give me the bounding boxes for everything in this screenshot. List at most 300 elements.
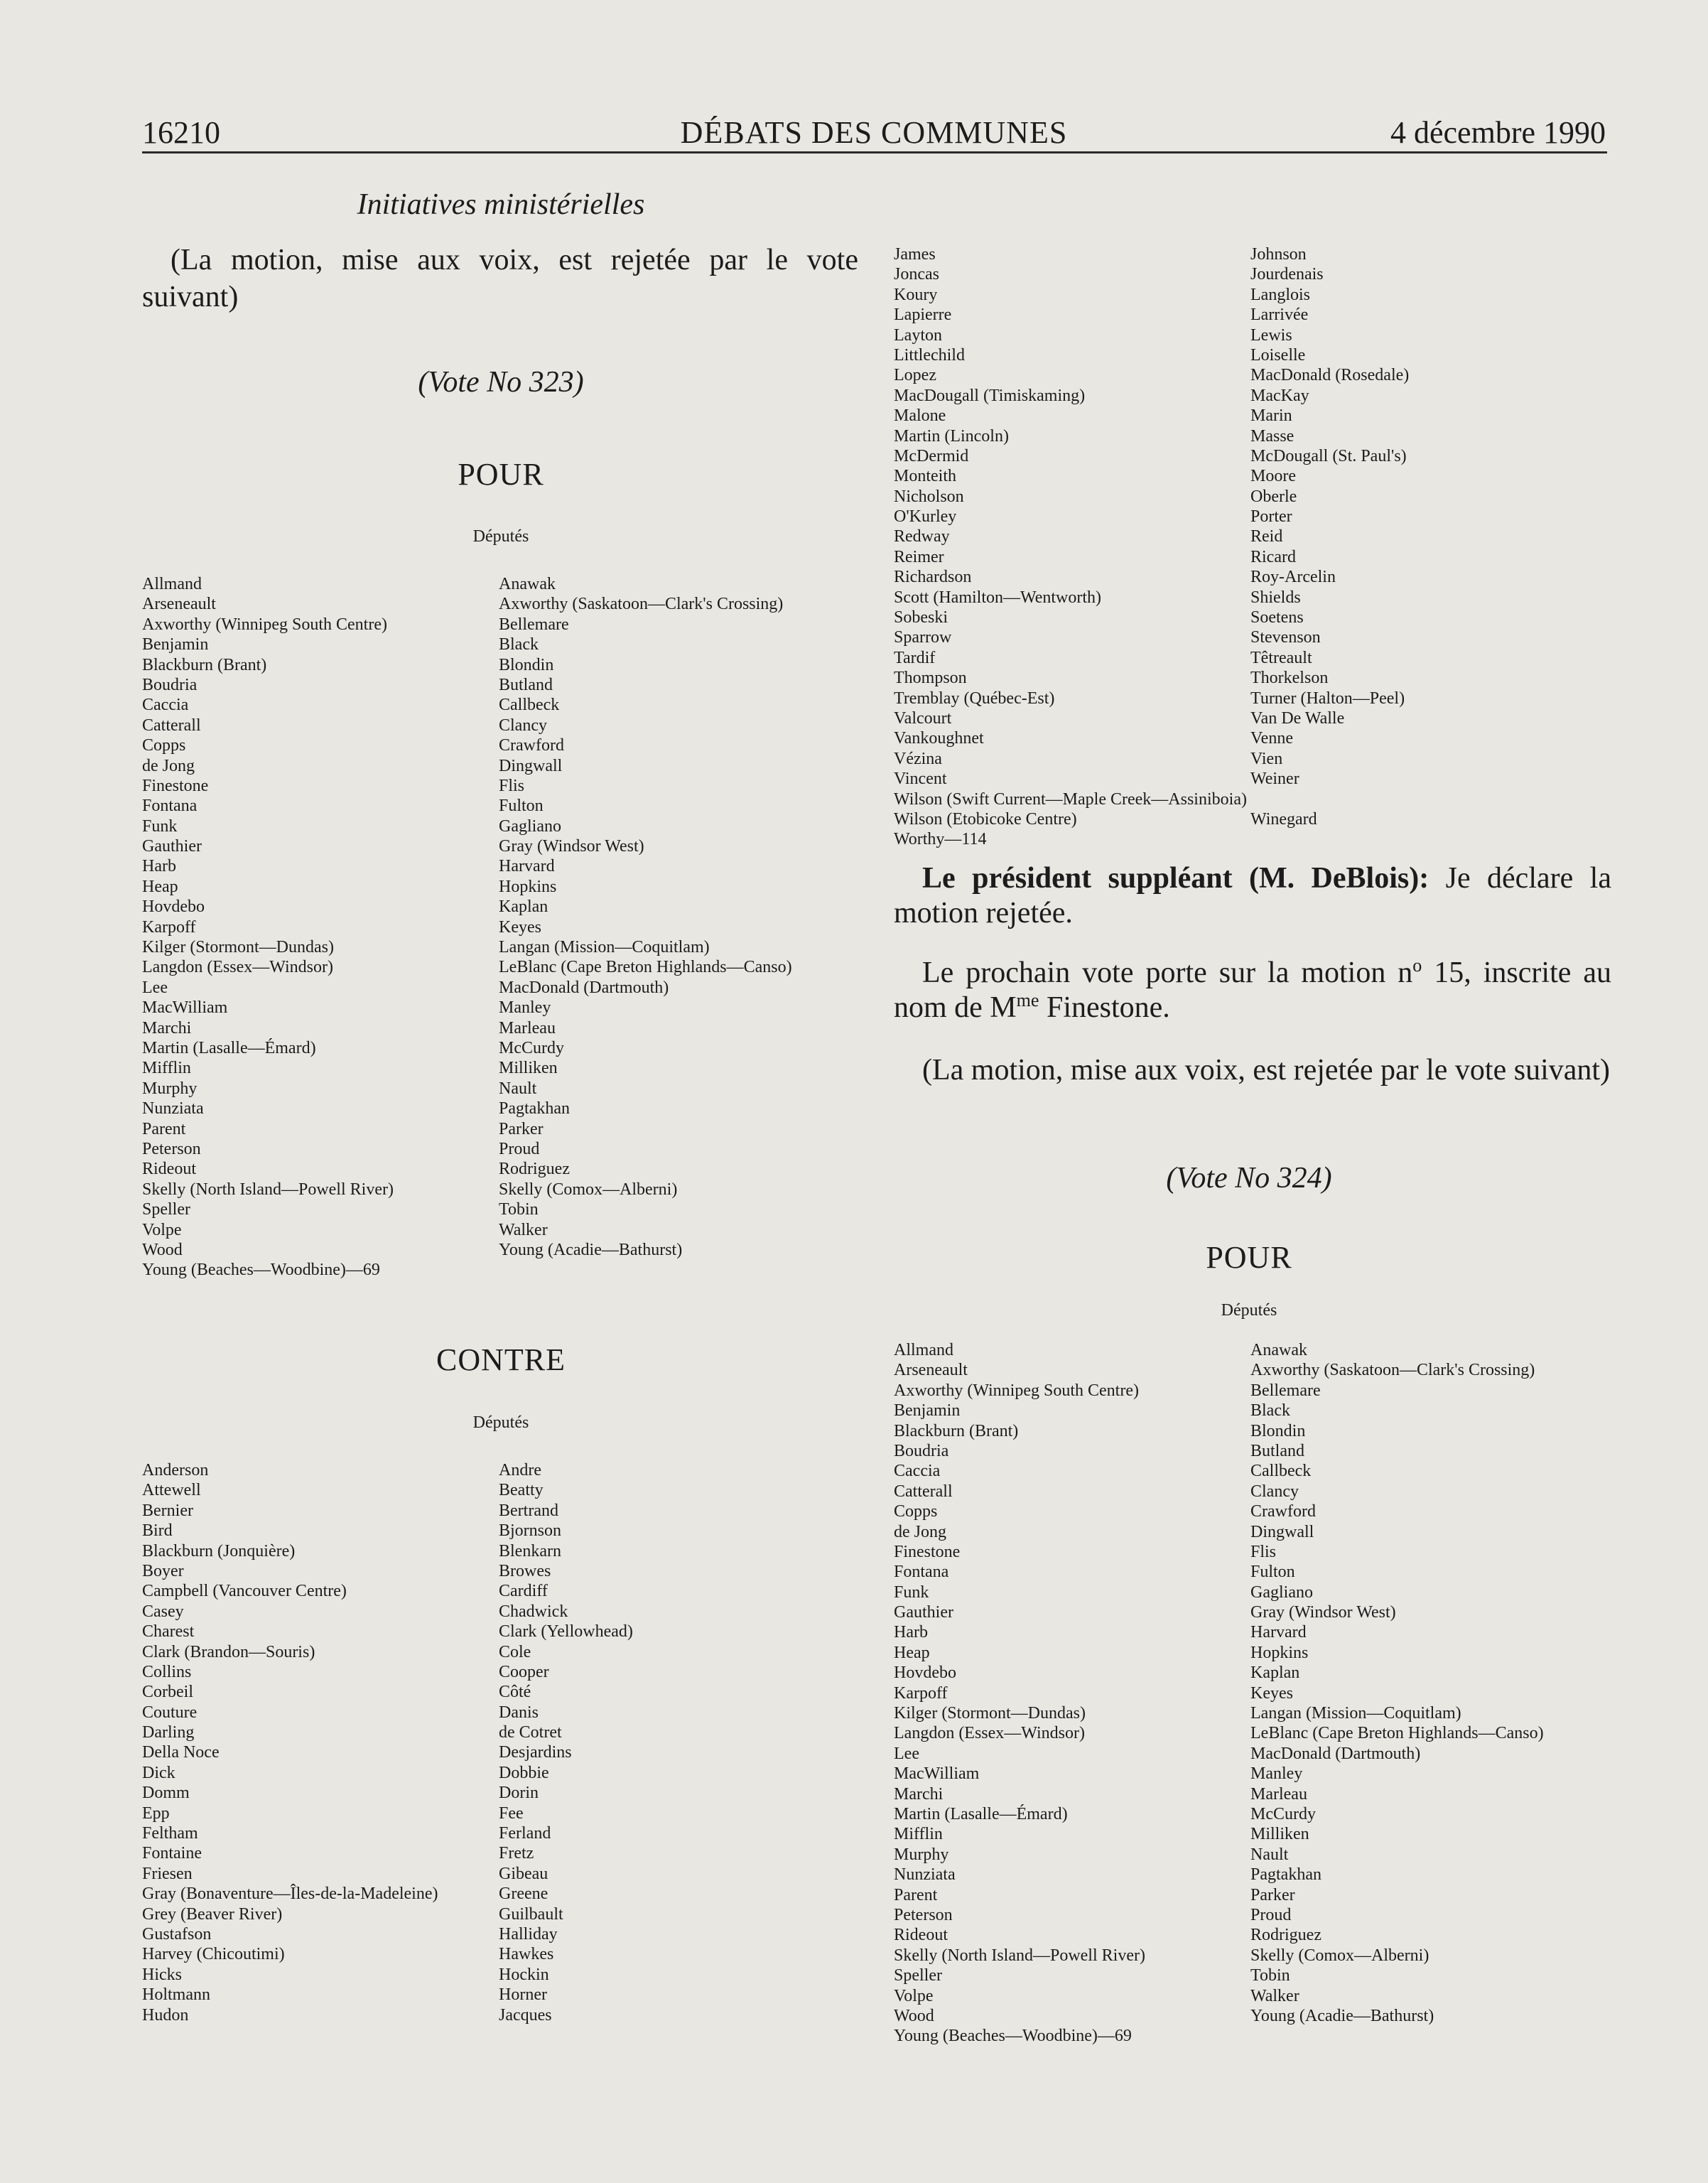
member-name: Halliday — [499, 1924, 558, 1944]
member-name: Clancy — [499, 716, 547, 735]
member-row — [142, 1944, 860, 1964]
member-row — [894, 1360, 1611, 1380]
member-name: Desjardins — [499, 1743, 572, 1762]
member-name: Côté — [499, 1683, 531, 1702]
member-row — [894, 2026, 1611, 2046]
member-row — [894, 244, 1611, 264]
member-name: Skelly (North Island—Powell River) — [142, 1180, 394, 1199]
member-name: MacWilliam — [142, 998, 228, 1018]
member-row — [142, 1662, 860, 1682]
member-row — [142, 635, 860, 654]
member-row — [142, 897, 860, 917]
member-row — [894, 689, 1611, 708]
member-name: Parker — [1250, 1885, 1295, 1904]
member-name: Gauthier — [894, 1603, 953, 1622]
member-name: Wood — [142, 1240, 183, 1259]
member-row — [142, 1884, 860, 1904]
member-row — [894, 1723, 1611, 1743]
member-name: Axworthy (Saskatoon—Clark's Crossing) — [1250, 1361, 1535, 1380]
member-name: Dobbie — [499, 1763, 549, 1782]
next-vote-text-c: Finestone. — [1039, 991, 1170, 1024]
pour-deputes-label-2: Députés — [1221, 1301, 1277, 1320]
member-name: Anawak — [1250, 1341, 1307, 1359]
member-name: Loiselle — [1250, 345, 1306, 365]
member-name: Axworthy (Saskatoon—Clark's Crossing) — [499, 595, 784, 614]
member-row — [894, 1562, 1611, 1582]
next-vote-sup-no: o — [1412, 955, 1422, 976]
member-name: Fontaine — [142, 1844, 202, 1863]
next-vote-sup-me: me — [1016, 990, 1039, 1010]
member-row — [894, 1683, 1611, 1703]
member-name: Speller — [142, 1200, 190, 1219]
member-name: Skelly (Comox—Alberni) — [499, 1180, 678, 1199]
member-name: Cooper — [499, 1662, 549, 1681]
member-row — [142, 1783, 860, 1803]
member-row — [142, 756, 860, 776]
member-name: Hudon — [142, 2005, 189, 2025]
member-row — [894, 1804, 1611, 1824]
member-name: Harvard — [499, 857, 555, 876]
member-name: Lopez — [894, 366, 936, 385]
member-row — [894, 749, 1611, 769]
member-name: Keyes — [1250, 1683, 1293, 1703]
member-name: Rodriguez — [1250, 1926, 1321, 1945]
member-name: Langan (Mission—Coquitlam) — [499, 938, 710, 957]
member-row — [894, 1482, 1611, 1502]
member-name: McCurdy — [499, 1038, 564, 1057]
member-row — [142, 776, 860, 796]
member-name: Beatty — [499, 1481, 544, 1500]
member-row — [894, 1522, 1611, 1542]
publication-date: 4 décembre 1990 — [1390, 115, 1606, 150]
member-name: Vien — [1250, 749, 1283, 768]
member-name: Hovdebo — [142, 898, 205, 917]
member-name: Kaplan — [499, 898, 548, 917]
member-name: Nault — [499, 1079, 537, 1098]
member-name: Couture — [142, 1703, 198, 1722]
member-row — [142, 1099, 860, 1119]
member-name: Volpe — [894, 1986, 934, 2005]
member-name: Ferland — [499, 1824, 551, 1843]
member-name: Gray (Windsor West) — [499, 837, 644, 856]
vote-number-323: (Vote No 323) — [418, 366, 584, 399]
member-name: Boudria — [142, 675, 198, 694]
member-name: Gagliano — [1250, 1583, 1313, 1602]
member-row — [142, 937, 860, 957]
member-row — [894, 708, 1611, 728]
member-row — [142, 716, 860, 735]
member-name: Proud — [499, 1139, 540, 1158]
member-row — [142, 877, 860, 897]
member-name: Fontana — [894, 1563, 949, 1582]
member-name: Wilson (Swift Current—Maple Creek—Assiniboia) — [894, 789, 1247, 809]
member-name: Martin (Lincoln) — [894, 426, 1009, 446]
member-row — [142, 1742, 860, 1762]
member-row — [894, 1401, 1611, 1421]
member-row — [894, 345, 1611, 365]
member-row — [894, 264, 1611, 284]
member-name: MacDonald (Rosedale) — [1250, 366, 1410, 385]
member-name: Hopkins — [499, 877, 557, 896]
member-name: Fretz — [499, 1844, 534, 1863]
member-row — [142, 574, 860, 594]
member-row — [142, 796, 860, 816]
member-name: Marin — [1250, 406, 1292, 426]
member-name: Joncas — [894, 265, 939, 284]
member-name: Clancy — [1250, 1482, 1299, 1501]
member-name: MacWilliam — [894, 1764, 980, 1784]
member-name: de Jong — [142, 756, 195, 775]
member-name: Axworthy (Winnipeg South Centre) — [894, 1381, 1139, 1400]
member-name: Bertrand — [499, 1501, 558, 1520]
member-name: Anderson — [142, 1461, 209, 1479]
member-name: Harb — [142, 857, 176, 876]
member-name: Blackburn (Brant) — [894, 1421, 1019, 1440]
member-name: Milliken — [1250, 1825, 1309, 1844]
member-name: Vankoughnet — [894, 729, 984, 748]
member-name: Rodriguez — [499, 1160, 570, 1179]
member-name: Valcourt — [894, 708, 952, 728]
member-row — [894, 305, 1611, 325]
member-row — [894, 1542, 1611, 1562]
member-name: Lee — [894, 1744, 919, 1763]
vote-intro-paragraph: (La motion, mise aux voix, est rejetée par le vote suivant) — [142, 244, 858, 313]
member-name: Parent — [142, 1119, 186, 1138]
member-name: Turner (Halton—Peel) — [1250, 689, 1405, 708]
member-name: Browes — [499, 1561, 551, 1580]
member-name: Hawkes — [499, 1945, 554, 1964]
member-name: Dingwall — [499, 756, 563, 775]
member-name: Tobin — [1250, 1966, 1290, 1985]
member-row — [894, 1583, 1611, 1602]
member-name: Blenkarn — [499, 1541, 561, 1561]
member-row — [894, 1946, 1611, 1966]
member-name: Soetens — [1250, 608, 1304, 627]
member-name: Tobin — [499, 1200, 539, 1219]
member-row — [894, 1824, 1611, 1844]
member-name: Gibeau — [499, 1864, 548, 1883]
member-row — [142, 1180, 860, 1200]
member-row — [142, 1904, 860, 1924]
member-row — [142, 1220, 860, 1240]
member-row — [894, 1602, 1611, 1622]
member-name: Benjamin — [142, 635, 209, 654]
member-name: Clark (Yellowhead) — [499, 1622, 633, 1642]
member-row — [894, 1966, 1611, 1985]
member-name: Porter — [1250, 507, 1292, 527]
member-name: Fulton — [1250, 1563, 1295, 1582]
member-name: Butland — [1250, 1441, 1304, 1460]
member-name: Rideout — [142, 1160, 196, 1179]
vote-number-324: (Vote No 324) — [1166, 1162, 1332, 1195]
member-row — [142, 1139, 860, 1159]
member-name: Thorkelson — [1250, 669, 1329, 688]
member-row — [142, 1240, 860, 1260]
member-row — [894, 567, 1611, 587]
member-name: Weiner — [1250, 770, 1299, 789]
member-row — [142, 1038, 860, 1058]
contre-deputes-label: Députés — [472, 1413, 529, 1432]
member-name: Horner — [499, 1985, 547, 2005]
member-name: Bird — [142, 1521, 173, 1541]
member-name: Bellemare — [1250, 1381, 1321, 1400]
member-name: Gagliano — [499, 816, 561, 836]
member-name: Richardson — [894, 568, 972, 587]
member-name: Friesen — [142, 1864, 193, 1883]
member-name: Danis — [499, 1703, 539, 1722]
member-row — [142, 1058, 860, 1078]
member-name: Arseneault — [894, 1361, 968, 1380]
member-name: Dick — [142, 1763, 175, 1782]
member-name: Heap — [142, 877, 178, 896]
member-name: Clark (Brandon—Souris) — [142, 1642, 315, 1661]
member-row — [142, 856, 860, 876]
member-name: McDermid — [894, 446, 969, 465]
member-name: Blondin — [499, 655, 554, 674]
member-name: Crawford — [1250, 1502, 1316, 1521]
member-name: Cardiff — [499, 1582, 548, 1601]
member-row — [894, 2006, 1611, 2026]
member-name: Gauthier — [142, 837, 202, 856]
member-name: Funk — [894, 1583, 929, 1602]
member-row — [894, 325, 1611, 345]
member-name: Gray (Bonaventure—Îles-de-la-Madeleine) — [142, 1885, 438, 1904]
member-name: Gustafson — [142, 1924, 212, 1944]
member-name: Langdon (Essex—Windsor) — [894, 1724, 1085, 1743]
member-name: Arseneault — [142, 595, 216, 614]
member-name: Anawak — [499, 575, 556, 593]
member-name: Marchi — [142, 1018, 192, 1037]
member-name: Thompson — [894, 669, 967, 688]
member-row — [894, 1421, 1611, 1441]
member-name: Peterson — [894, 1905, 953, 1924]
member-row — [142, 1541, 860, 1561]
member-name: Mifflin — [142, 1059, 191, 1078]
member-row — [894, 446, 1611, 466]
member-row — [894, 527, 1611, 546]
member-name: Pagtakhan — [499, 1099, 570, 1119]
page-number: 16210 — [142, 115, 220, 150]
speaker-statement — [894, 861, 1611, 931]
member-name: Dingwall — [1250, 1522, 1314, 1541]
member-name: Young (Acadie—Bathurst) — [499, 1240, 683, 1259]
next-vote-text-a: Le prochain vote porte sur la motion n — [922, 956, 1413, 989]
member-name: Caccia — [142, 696, 189, 715]
member-row — [142, 1119, 860, 1139]
member-row — [142, 1260, 860, 1280]
member-name: Kilger (Stormont—Dundas) — [894, 1704, 1086, 1723]
member-row — [142, 1521, 860, 1541]
member-name: Grey (Beaver River) — [142, 1904, 283, 1924]
member-name: MacDougall (Timiskaming) — [894, 386, 1086, 405]
member-name: Larrivée — [1250, 306, 1309, 325]
member-name: Monteith — [894, 467, 956, 486]
member-row — [894, 426, 1611, 446]
member-name: Marleau — [1250, 1784, 1307, 1804]
member-name: Lapierre — [894, 306, 952, 325]
member-name: Finestone — [894, 1542, 961, 1561]
member-name: Winegard — [1250, 809, 1317, 829]
member-row — [142, 1200, 860, 1219]
member-name: Moore — [1250, 467, 1296, 486]
member-name: Mifflin — [894, 1825, 943, 1844]
member-row — [142, 1924, 860, 1944]
next-vote-text-b: 15, inscrite au nom de M — [894, 956, 1611, 1024]
member-row — [894, 648, 1611, 668]
member-name: Volpe — [142, 1220, 182, 1239]
member-name: Skelly (North Island—Powell River) — [894, 1946, 1145, 1965]
member-name: Campbell (Vancouver Centre) — [142, 1582, 347, 1601]
member-name: Attewell — [142, 1481, 201, 1500]
member-row — [142, 1622, 860, 1642]
member-name: Axworthy (Winnipeg South Centre) — [142, 615, 387, 634]
member-name: Della Noce — [142, 1743, 220, 1762]
member-name: Langlois — [1250, 285, 1310, 304]
member-name: Redway — [894, 527, 950, 546]
member-row — [142, 1602, 860, 1622]
member-name: Corbeil — [142, 1683, 193, 1702]
member-row — [142, 836, 860, 856]
member-row — [894, 588, 1611, 608]
member-name: Worthy—114 — [894, 830, 987, 849]
member-row — [894, 285, 1611, 305]
member-name: Kilger (Stormont—Dundas) — [142, 938, 334, 957]
member-name: Skelly (Comox—Alberni) — [1250, 1946, 1429, 1965]
contre-members-list-continued — [894, 244, 1611, 850]
member-name: Charest — [142, 1622, 195, 1642]
member-row — [894, 1703, 1611, 1723]
member-name: Finestone — [142, 776, 209, 795]
member-name: Reimer — [894, 547, 944, 566]
member-name: Murphy — [142, 1079, 198, 1098]
member-name: Hopkins — [1250, 1643, 1309, 1662]
member-row — [142, 1581, 860, 1601]
member-name: Jacques — [499, 2005, 552, 2025]
member-row — [894, 386, 1611, 406]
next-vote-paragraph — [894, 956, 1611, 1025]
member-name: Speller — [894, 1966, 942, 1985]
member-row — [894, 487, 1611, 507]
member-name: Lewis — [1250, 325, 1292, 345]
vote-intro-paragraph-2: (La motion, mise aux voix, est rejetée par le vote suivant) — [922, 1054, 1611, 1087]
pour-deputes-label: Députés — [472, 527, 529, 546]
member-name: Wood — [894, 2006, 934, 2025]
pour-members-list — [142, 574, 860, 1281]
member-name: Caccia — [894, 1462, 941, 1481]
member-name: Langan (Mission—Coquitlam) — [1250, 1704, 1461, 1723]
member-row — [894, 809, 1611, 829]
member-name: Flis — [1250, 1542, 1277, 1561]
member-name: Vincent — [894, 770, 947, 789]
member-name: Chadwick — [499, 1602, 568, 1621]
member-row — [142, 1723, 860, 1742]
member-name: Vézina — [894, 749, 942, 768]
member-name: Flis — [499, 776, 525, 795]
member-name: Reid — [1250, 527, 1283, 546]
member-row — [142, 978, 860, 998]
contre-members-list — [142, 1460, 860, 2025]
member-name: Marleau — [499, 1018, 556, 1037]
member-row — [894, 627, 1611, 647]
member-row — [142, 1480, 860, 1500]
member-row — [142, 1965, 860, 1985]
member-name: Wilson (Etobicoke Centre) — [894, 809, 1077, 829]
member-name: Martin (Lasalle—Émard) — [142, 1038, 316, 1057]
member-name: Feltham — [142, 1824, 198, 1843]
member-name: Têtreault — [1250, 648, 1312, 667]
member-name: Epp — [142, 1804, 170, 1823]
member-row — [894, 1764, 1611, 1784]
pour-members-list-2 — [894, 1340, 1611, 2047]
member-name: Nault — [1250, 1845, 1289, 1864]
member-row — [894, 547, 1611, 567]
member-row — [142, 1864, 860, 1884]
section-label: Initiatives ministérielles — [357, 188, 645, 221]
member-name: Stevenson — [1250, 628, 1321, 647]
member-row — [894, 365, 1611, 385]
member-name: Gray (Windsor West) — [1250, 1603, 1396, 1622]
member-name: Harvey (Chicoutimi) — [142, 1945, 285, 1964]
member-row — [894, 1865, 1611, 1885]
member-row — [142, 1823, 860, 1843]
member-name: Young (Acadie—Bathurst) — [1250, 2006, 1434, 2025]
member-row — [142, 1703, 860, 1723]
member-name: Domm — [142, 1784, 190, 1803]
member-row — [142, 1985, 860, 2005]
member-row — [142, 1804, 860, 1823]
member-row — [142, 594, 860, 614]
member-row — [894, 1925, 1611, 1945]
member-name: Funk — [142, 816, 178, 836]
member-name: Heap — [894, 1643, 930, 1662]
member-row — [894, 406, 1611, 426]
member-name: Ricard — [1250, 547, 1296, 566]
member-row — [142, 695, 860, 715]
member-row — [894, 1622, 1611, 1642]
member-name: Callbeck — [1250, 1462, 1312, 1481]
member-name: Sparrow — [894, 628, 952, 647]
contre-heading: CONTRE — [436, 1342, 566, 1377]
member-name: Masse — [1250, 426, 1294, 446]
member-name: Bernier — [142, 1501, 193, 1520]
member-name: Van De Walle — [1250, 708, 1345, 728]
member-row — [894, 1885, 1611, 1905]
member-name: Jourdenais — [1250, 265, 1324, 284]
member-row — [894, 789, 1611, 809]
member-row — [894, 1905, 1611, 1925]
member-name: Nicholson — [894, 487, 964, 506]
member-name: Karpoff — [894, 1683, 948, 1703]
member-row — [142, 816, 860, 836]
member-name: Catterall — [894, 1482, 953, 1501]
member-name: Crawford — [499, 736, 564, 755]
member-row — [894, 1502, 1611, 1521]
member-row — [142, 1159, 860, 1179]
member-name: Collins — [142, 1662, 192, 1681]
member-name: O'Kurley — [894, 507, 957, 527]
member-row — [894, 668, 1611, 688]
member-row — [894, 1845, 1611, 1865]
member-name: Langdon (Essex—Windsor) — [142, 958, 333, 977]
member-name: Parent — [894, 1885, 938, 1904]
member-row — [894, 1381, 1611, 1401]
member-name: Guilbault — [499, 1904, 563, 1924]
member-row — [142, 917, 860, 937]
member-name: Holtmann — [142, 1985, 210, 2005]
member-name: Dorin — [499, 1784, 539, 1803]
member-name: Hockin — [499, 1965, 549, 1984]
member-name: Bjornson — [499, 1521, 562, 1541]
